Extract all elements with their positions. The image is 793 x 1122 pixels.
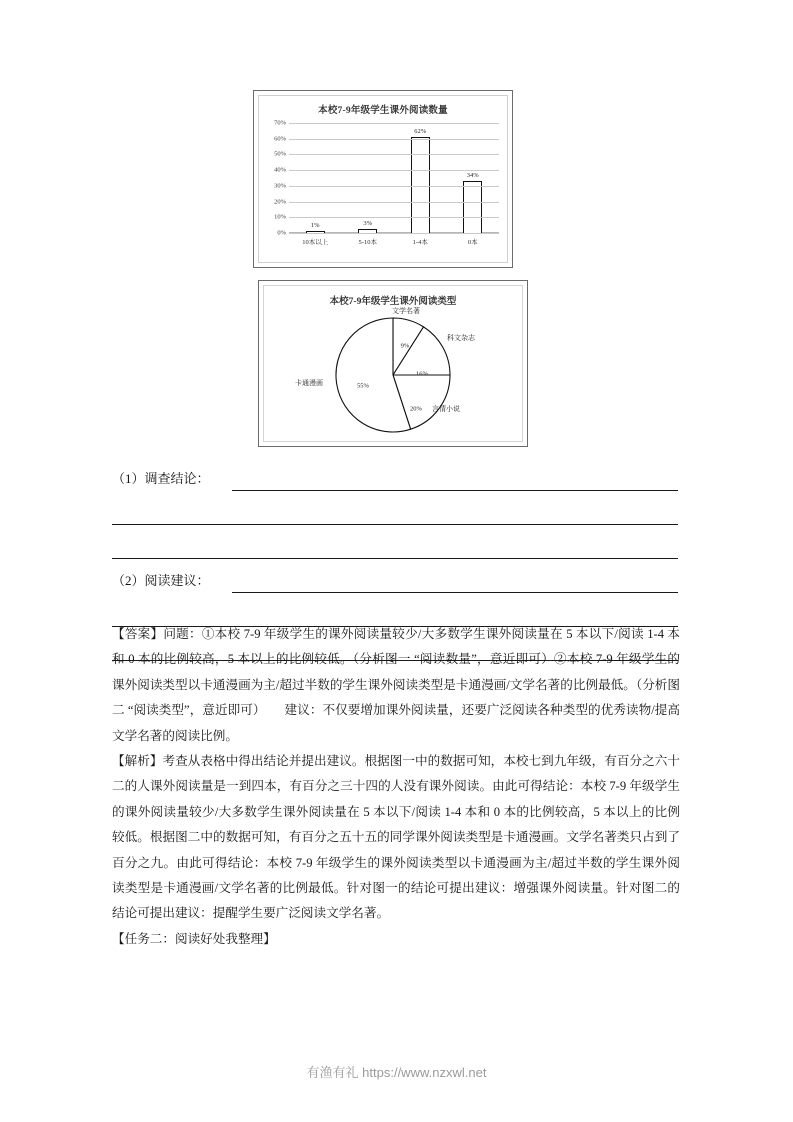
pie-chart-plot-area bbox=[334, 316, 452, 434]
pie-chart-plot-frame bbox=[263, 285, 523, 442]
bar-chart-x-tick-label: 1-4本 bbox=[412, 239, 428, 246]
pie-chart-figure bbox=[258, 280, 528, 447]
answer-line-1b[interactable] bbox=[112, 524, 678, 525]
question-2-label bbox=[112, 570, 210, 589]
analysis-paragraph: 【解析】考查从表格中得出结论并提出建议。根据图一中的数据可知，本校七到九年级，有百分之六十二的人课外阅读量是一到四本，有百分之三十四的人没有课外阅读。由此可得结论：本校 7-9 年级学生的课外阅读量较少/大多数学生课外阅读量在 5 本以下/阅读 1-4 本和 0 本的比例较高，5 本以上的比例较低。根据图二中的数据可知，有百分之五十五的同学课外阅读类型是卡通漫画。文学名著类只占到了百分之九。由此可得结论：本校 7-9 年级学生的课外阅读类型以卡通漫画为主/超过半数的学生课外阅读类型是卡通漫画/文学名著的比例最低。针对图一的结论可提出建议：增强课外阅读量。针对图二的结论可提出建议：提醒学生要广泛阅读文学名著。 bbox=[112, 754, 680, 921]
question-1-label bbox=[112, 468, 210, 487]
bar-chart-gridline bbox=[274, 150, 499, 158]
bar-chart-value-label: 34% bbox=[466, 171, 479, 179]
question-row-1 bbox=[0, 466, 793, 500]
bar-chart-plot-area bbox=[274, 119, 499, 237]
bar-chart-gridline bbox=[277, 229, 499, 237]
answer-line-2a[interactable] bbox=[232, 592, 678, 593]
pie-chart-svg bbox=[334, 316, 452, 434]
bar-chart-y-tick-label: 0% bbox=[277, 229, 286, 237]
question-row-1-cont-b bbox=[0, 534, 793, 568]
bar-chart-y-tick-label: 70% bbox=[274, 119, 286, 127]
question-row-2 bbox=[0, 568, 793, 602]
bar-chart-plot-frame bbox=[258, 95, 508, 263]
bar-chart-value-label: 1% bbox=[310, 222, 320, 229]
bar-chart-y-tick-label: 30% bbox=[274, 182, 286, 190]
answer-paragraph: 【答案】问题：①本校 7-9 年级学生的课外阅读量较少/大多数学生课外阅读量在 5 本以下/阅读 1-4 本和 0 本的比例较高，5 本以上的比例较低。（分析图一 “阅读数量”，意近即可）②本校 7-9 年级学生的课外阅读类型以卡通漫画为主/超过半数的学生课外阅读类型是卡通漫画/文学名著的比例最低。（分析图二 “阅读类型”，意近即可） 建议：不仅要增加课外阅读量，还要广泛阅读各种类型的优秀读物/提高文学名著的阅读比例。 bbox=[112, 627, 680, 743]
pie-label-卡通漫画: 卡通漫画 bbox=[295, 379, 323, 387]
bar-chart-y-tick-label: 20% bbox=[274, 198, 286, 206]
bar-chart-x-tick-label: 5-10本 bbox=[358, 239, 377, 246]
bar-chart-title: 本校7-9年级学生课外阅读数量 bbox=[318, 106, 448, 116]
bar-chart-bar bbox=[463, 181, 482, 234]
pie-chart-title: 本校7-9年级学生课外阅读类型 bbox=[329, 297, 457, 307]
bar-chart-gridline bbox=[274, 166, 499, 174]
pie-pct-卡通漫画: 55% bbox=[357, 382, 369, 390]
bar-chart-value-label: 62% bbox=[414, 127, 427, 135]
answer-explanation-text bbox=[112, 622, 680, 952]
question-row-1-cont-a bbox=[0, 500, 793, 534]
bar-chart-y-tick-label: 60% bbox=[274, 135, 286, 143]
bar-chart-gridline bbox=[274, 119, 499, 127]
bar-chart-x-tick-label: 10本以上 bbox=[302, 239, 329, 246]
bar-chart-value-label: 3% bbox=[363, 220, 373, 228]
pie-pct-言情小说: 20% bbox=[410, 405, 422, 413]
bar-chart-x-tick-label: 0本 bbox=[467, 239, 478, 246]
bar-chart-x-axis-labels bbox=[289, 237, 499, 246]
bar-chart-y-tick-label: 40% bbox=[274, 166, 286, 174]
bar-chart-gridline bbox=[274, 198, 499, 206]
question-1-text: 调查结论： bbox=[144, 471, 210, 486]
page-footer: 有渔有礼 https://www.nzxwl.net bbox=[306, 1065, 487, 1080]
question-1-number: （1） bbox=[112, 471, 145, 486]
bar-chart-y-tick-label: 50% bbox=[274, 150, 286, 158]
bar-chart-gridline bbox=[274, 135, 499, 143]
pie-label-科文杂志: 科文杂志 bbox=[447, 334, 475, 342]
pie-label-言情小说: 言情小说 bbox=[432, 405, 460, 413]
question-2-number: （2） bbox=[112, 573, 145, 588]
answer-line-1c[interactable] bbox=[112, 558, 678, 559]
pie-pct-科文杂志: 16% bbox=[416, 370, 428, 378]
bar-chart-figure bbox=[253, 90, 513, 268]
bar-chart-gridline bbox=[274, 213, 499, 221]
pie-label-文学名著: 文学名著 bbox=[392, 307, 420, 315]
bar-chart-y-tick-label: 10% bbox=[274, 213, 286, 221]
task-two-heading: 【任务二：阅读好处我整理】 bbox=[112, 931, 276, 946]
bar-chart-gridline bbox=[274, 182, 499, 190]
answer-line-1a[interactable] bbox=[232, 490, 678, 491]
pie-pct-文学名著: 9% bbox=[400, 342, 410, 350]
question-2-text: 阅读建议： bbox=[144, 573, 210, 588]
